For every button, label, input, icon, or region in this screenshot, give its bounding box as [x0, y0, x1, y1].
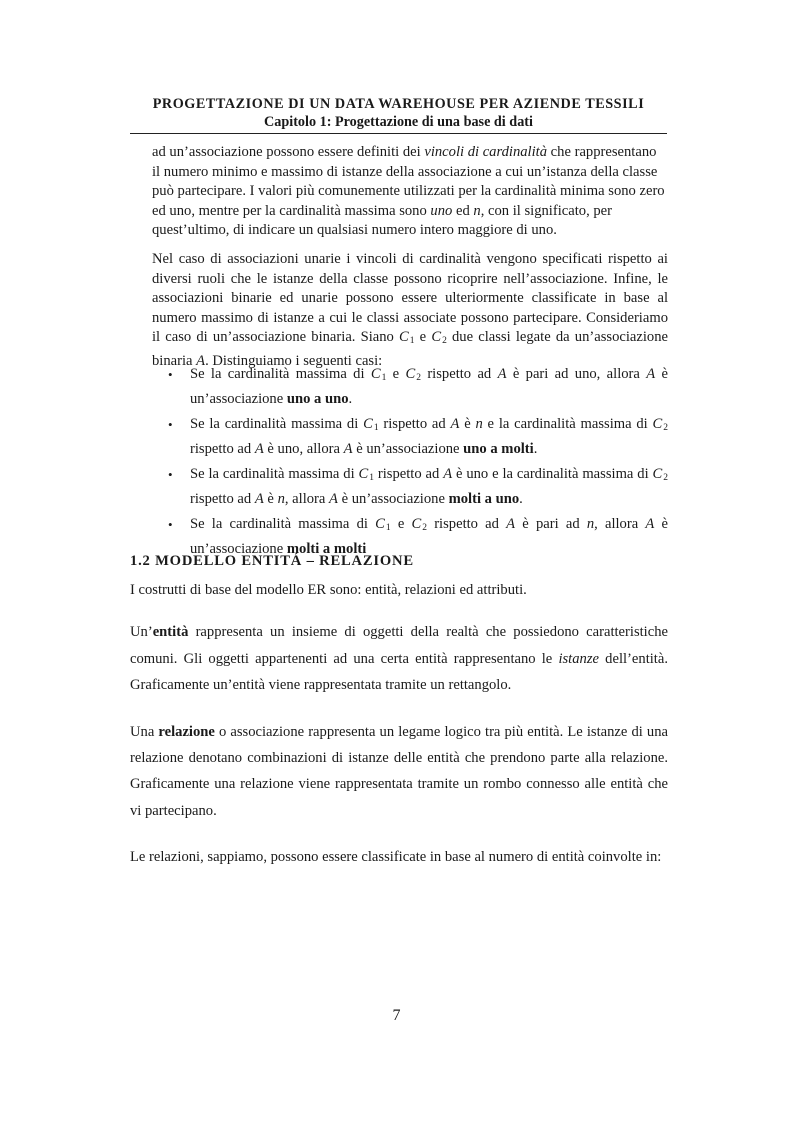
text: ed — [452, 202, 474, 219]
body-text — [152, 143, 668, 381]
running-header — [130, 96, 667, 131]
er-model-text — [130, 577, 668, 891]
term-relazione: relazione — [158, 723, 215, 740]
bullet-icon: • — [168, 417, 173, 432]
paragraph-unary — [152, 250, 668, 372]
term-vincoli: vincoli di cardinalità — [424, 144, 548, 160]
text: . Distinguiamo i seguenti casi: — [205, 352, 383, 369]
cardinality-cases-list — [168, 364, 668, 564]
math-c2: $C_2$ — [431, 329, 447, 347]
text: ad un’associazione possono essere definiti dei — [152, 144, 425, 160]
paragraph-cardinality — [152, 143, 668, 241]
term-entita: entità — [152, 624, 189, 641]
text: che rappresentano il numero minimo e massimo di istanze della associazione a cui un’istanza della classe può partecipare. I valori più comunemente utilizzati per la cardinalità minima sono zero ed uno, mentre per la cardinalità massima sono — [152, 144, 665, 219]
list-item: • Se la cardinalità massima di $C_1$ e $C_2$ rispetto ad A è pari ad n, allora A è un’associazione molti a molti — [168, 516, 669, 557]
section-heading: 1.2 MODELLO ENTITÁ – RELAZIONE — [130, 553, 414, 569]
math-c1: $C_1$ — [399, 329, 415, 347]
document-title: PROGETTAZIONE DI UN DATA WAREHOUSE PER AZIENDE TESSILI — [152, 96, 645, 112]
list-item: • Se la cardinalità massima di $C_1$ rispetto ad A è uno e la cardinalità massima di $C_2$ rispetto ad A è n, allora A è un’associazione molti a uno. — [168, 466, 668, 507]
term-istanze: istanze — [558, 650, 599, 667]
bullet-icon: • — [168, 367, 173, 382]
page-number: 7 — [392, 1007, 401, 1024]
text: e — [414, 329, 432, 346]
list-item: • Se la cardinalità massima di $C_1$ e $C_2$ rispetto ad A è pari ad uno, allora A è un’associazione uno a uno. — [168, 366, 668, 407]
math-a: A — [196, 352, 206, 369]
paragraph-intro: I costrutti di base del modello ER sono: entità, relazioni ed attributi. — [130, 582, 527, 598]
paragraph-entity: Un’entità rappresenta un insieme di oggetti della realtà che possiedono caratteristiche comuni. Gli oggetti appartenenti ad una certa entità rappresentano le istanze dell’entità. Graficamente un’entità viene rappresentata tramite un rettangolo. — [130, 624, 668, 694]
text: Nel caso di associazioni unarie i vincoli di cardinalità vengono specificati rispetto ai diversi ruoli che le istanze della classe possono ricoprire nell’associazione. Infine, le associazioni binarie ed unarie possono essere ulteriormente classificate in base al numero massimo di istanze a cui le classi associate possono partecipare. Consideriamo il caso di un’associazione binaria. Siano — [152, 250, 668, 346]
case-label: uno a uno — [286, 391, 349, 407]
term-n: n — [473, 202, 481, 219]
list-item: • Se la cardinalità massima di $C_1$ rispetto ad A è n e la cardinalità massima di $C_2$ rispetto ad A è uno, allora A è un’associazione uno a molti. — [168, 416, 668, 457]
case-label: uno a molti — [463, 441, 534, 457]
case-label: molti a molti — [286, 541, 367, 557]
bullet-icon: • — [168, 467, 173, 482]
term-uno: uno — [430, 202, 453, 219]
case-label: molti a uno — [448, 491, 520, 507]
bullet-icon: • — [168, 517, 173, 532]
chapter-title: Capitolo 1: Progettazione di una base di dati — [264, 114, 533, 130]
text: due classi legate da un’associazione binaria — [152, 329, 668, 369]
header-rule — [130, 133, 667, 134]
paragraph-classification: Le relazioni, sappiamo, possono essere classificate in base al numero di entità coinvolte in: — [130, 849, 662, 866]
text: , con il significato, per quest’ultimo, di indicare un qualsiasi numero intero maggiore di uno. — [152, 202, 612, 239]
paragraph-relation: Una relazione o associazione rappresenta un legame logico tra più entità. Le istanze di una relazione denotano combinazioni di istanze delle entità che prendono parte alla relazione. Graficamente una relazione viene rappresentata tramite un rombo connesso alle entità che vi partecipano. — [130, 723, 668, 819]
